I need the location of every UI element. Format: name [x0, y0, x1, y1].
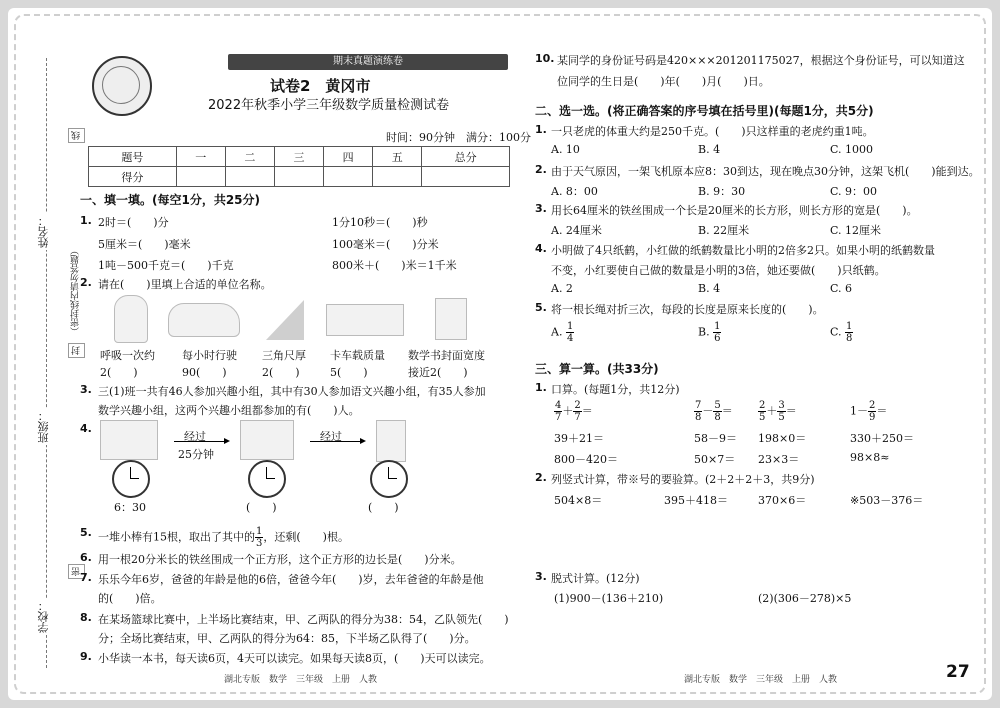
- fraction-expression: $\frac{2}{5}$ ＋ $\frac{3}{5}$ ＝: [759, 400, 797, 423]
- score-cell[interactable]: [324, 167, 373, 187]
- score-cell[interactable]: [225, 167, 274, 187]
- fraction-expression: $\frac{4}{7}$ ＋ $\frac{2}{7}$ ＝: [555, 400, 593, 423]
- clock-time: 6：30: [114, 501, 146, 514]
- calc-item: (2)(306－278)×5: [758, 592, 852, 605]
- q-number: 7.: [80, 571, 92, 584]
- question-text: 乐乐今年6岁，爸爸的年龄是他的6倍，爸爸今年( )岁，去年爸爸的年龄是他: [98, 573, 484, 586]
- question-text: 不变，小红要使自己做的数量是小明的3倍，她还要做( )只纸鹤。: [551, 264, 886, 277]
- calc-item: 50×7＝: [694, 453, 736, 466]
- footer-right: 湖北专版 数学 三年级 上册 人教: [684, 675, 838, 685]
- q-number: 1.: [80, 214, 92, 227]
- fraction-expression: $\frac{7}{8}$ － $\frac{5}{8}$ ＝: [695, 400, 733, 423]
- option[interactable]: B. 22厘米: [698, 224, 750, 237]
- table-row: [89, 147, 510, 167]
- score-cell[interactable]: [373, 167, 422, 187]
- question-text: 请在( )里填上合适的单位名称。: [98, 278, 272, 291]
- q-number: 5.: [535, 301, 547, 314]
- option[interactable]: C. 9：00: [830, 185, 878, 198]
- seal-mark: 封: [68, 343, 85, 358]
- question-text: 由于天气原因，一架飞机原本应8：30到达，现在晚点30分钟，这架飞机( )能到达。: [551, 165, 980, 178]
- table-cell: 题号: [89, 147, 177, 167]
- question-text: 脱式计算。(12分): [551, 572, 640, 585]
- option[interactable]: B. $\frac{1}{6}$: [698, 321, 721, 344]
- option[interactable]: C. 12厘米: [830, 224, 882, 237]
- table-cell: 一: [176, 147, 225, 167]
- calc-item: 23×3＝: [758, 453, 800, 466]
- boy-desk-image: [240, 420, 294, 460]
- table-cell: 三: [274, 147, 323, 167]
- calc-item: 98×8≈: [850, 451, 890, 464]
- section-3-title: 三、算一算。(共33分): [535, 362, 659, 376]
- calc-item: 330＋250＝: [850, 432, 914, 445]
- item-label: 数学书封面宽度: [408, 349, 485, 362]
- item-label: 卡车载质量: [330, 349, 385, 362]
- exam-title: 试卷2 黄冈市: [270, 77, 371, 95]
- item-blank: 接近2( ): [408, 366, 468, 379]
- q-number: 4.: [80, 422, 92, 435]
- option[interactable]: B. 9：30: [698, 185, 746, 198]
- name-label: 姓名：: [37, 215, 50, 248]
- car-image: [168, 303, 240, 337]
- question-text: 小华读一本书，每天读6页，4天可以读完。如果每天读8页，( )天可以读完。: [98, 652, 491, 665]
- clock-icon: [370, 460, 408, 498]
- calc-item: 198×0＝: [758, 432, 807, 445]
- clock-icon: [248, 460, 286, 498]
- q-number: 3.: [80, 383, 92, 396]
- class-label: 班级：: [37, 410, 50, 443]
- question-text: 800米＋( )米＝1千米: [332, 259, 457, 272]
- publisher-logo-icon: [92, 56, 152, 116]
- q-number: 2.: [535, 163, 547, 176]
- q-number: 3.: [535, 202, 547, 215]
- question-text: 100毫米＝( )分米: [332, 238, 439, 251]
- answer-blank[interactable]: ( ): [246, 501, 277, 514]
- table-cell: 总分: [422, 147, 510, 167]
- footer-left: 湖北专版 数学 三年级 上册 人教: [224, 675, 378, 685]
- calc-item: 395＋418＝: [664, 494, 728, 507]
- question-text: 1分10秒＝( )秒: [332, 216, 428, 229]
- q-number: 4.: [535, 242, 547, 255]
- arrow-icon: [310, 441, 364, 442]
- table-cell: 五: [373, 147, 422, 167]
- q-number: 9.: [80, 650, 92, 663]
- item-blank: 2( ): [262, 366, 300, 379]
- score-cell[interactable]: [274, 167, 323, 187]
- arrow-label: 经过: [184, 430, 206, 443]
- triangle-ruler-image: [266, 300, 304, 340]
- exam-sheet: [8, 8, 992, 700]
- banner: 期末真题演练卷: [228, 54, 508, 70]
- question-text: 1吨－500千克＝( )千克: [98, 259, 234, 272]
- page-number: 27: [946, 662, 970, 682]
- question-text: 5厘米＝( )毫米: [98, 238, 191, 251]
- q-number: 1.: [535, 381, 547, 394]
- question-text: 一堆小棒有15根，取出了其中的 $\frac{1}{3}$ ，还剩( )根。: [98, 526, 349, 549]
- calc-item: ※503－376＝: [850, 494, 924, 507]
- q-number: 3.: [535, 570, 547, 583]
- fraction: $\frac{1}{4}$: [566, 321, 574, 344]
- fraction: $\frac{1}{3}$: [256, 526, 263, 549]
- fraction: $\frac{1}{6}$: [714, 321, 721, 344]
- section-2-title: 二、选一选。(将正确答案的序号填在括号里)(每题1分，共5分): [535, 104, 874, 118]
- item-label: 呼吸一次约: [100, 349, 155, 362]
- option[interactable]: A. 8：00: [551, 185, 598, 198]
- item-blank: 5( ): [330, 366, 368, 379]
- q-number: 6.: [80, 551, 92, 564]
- question-text: 位同学的生日是( )年( )月( )日。: [557, 75, 770, 88]
- truck-image: [326, 304, 404, 336]
- question-text: 口算。(每题1分，共12分): [551, 383, 680, 396]
- boy-waking-image: [100, 420, 158, 460]
- score-cell[interactable]: [422, 167, 510, 187]
- score-cell[interactable]: [176, 167, 225, 187]
- question-text: 小明做了4只纸鹤，小红做的纸鹤数量比小明的2倍多2只。如果小明的纸鹤数量: [551, 244, 935, 257]
- table-cell: 四: [324, 147, 373, 167]
- question-text: 数学兴趣小组，这两个兴趣小组都参加的有( )人。: [98, 404, 360, 417]
- q-number: 10.: [535, 52, 555, 65]
- calc-item: 504×8＝: [554, 494, 603, 507]
- q-number: 2.: [80, 276, 92, 289]
- question-text: 一只老虎的体重大约是250千克。( )只这样重的老虎约重1吨。: [551, 125, 874, 138]
- question-text: 某同学的身份证号码是420×××201201175027，根据这个身份证号，可以知道这: [557, 54, 965, 67]
- question-text: 2时＝( )分: [98, 216, 169, 229]
- question-text: 的( )倍。: [98, 592, 162, 605]
- binding-line: [46, 58, 47, 668]
- option[interactable]: C. 1000: [830, 143, 874, 156]
- arrow-label: 经过: [320, 430, 342, 443]
- item-label: 三角尺厚: [262, 349, 306, 362]
- fraction: $\frac{1}{8}$: [846, 321, 853, 344]
- option[interactable]: A. 10: [551, 143, 580, 156]
- boy-walking-image: [376, 420, 406, 462]
- q-number: 8.: [80, 611, 92, 624]
- seal-notice: （密封线内请勿答题）: [68, 244, 83, 338]
- option[interactable]: C. 6: [830, 282, 853, 295]
- arrow-label: 25分钟: [178, 448, 214, 461]
- option[interactable]: B. 4: [698, 282, 721, 295]
- answer-blank[interactable]: ( ): [368, 501, 399, 514]
- exam-subtitle: 2022年秋季小学三年级数学质量检测试卷: [208, 98, 450, 113]
- seal-mark-2: 密: [68, 564, 85, 579]
- table-cell: 得分: [89, 167, 177, 187]
- question-text: 分；全场比赛结束，甲、乙两队的得分为64：85，下半场乙队得了( )分。: [98, 632, 476, 645]
- calc-item: (1)900－(136＋210): [554, 592, 664, 605]
- calc-item: 39＋21＝: [554, 432, 604, 445]
- section-1-title: 一、填一填。(每空1分，共25分): [80, 193, 261, 207]
- clock-icon: [112, 460, 150, 498]
- option[interactable]: C. $\frac{1}{8}$: [830, 321, 853, 344]
- item-label: 每小时行驶: [182, 349, 237, 362]
- line-mark: 线: [68, 128, 85, 143]
- arrow-icon: [174, 441, 228, 442]
- calc-item: 800－420＝: [554, 453, 618, 466]
- table-row: [89, 167, 510, 187]
- item-blank: 2( ): [100, 366, 138, 379]
- question-text: 用一根20分米长的铁丝围成一个正方形，这个正方形的边长是( )分米。: [98, 553, 462, 566]
- time-score: 时间：90分钟 满分：100分: [386, 131, 531, 144]
- table-cell: 二: [225, 147, 274, 167]
- question-text: 用长64厘米的铁丝围成一个长是20厘米的长方形，则长方形的宽是( )。: [551, 204, 918, 217]
- option[interactable]: A. 2: [551, 282, 573, 295]
- question-text: 三(1)班一共有46人参加兴趣小组，其中有30人参加语文兴趣小组，有35人参加: [98, 385, 486, 398]
- question-text: 将一根长绳对折三次，每段的长度是原来长度的( )。: [551, 303, 824, 316]
- q-number: 2.: [535, 471, 547, 484]
- calc-item: 370×6＝: [758, 494, 807, 507]
- option[interactable]: A. 24厘米: [551, 224, 602, 237]
- girl-breathing-image: [114, 295, 148, 343]
- fraction-expression: 1－ $\frac{2}{9}$ ＝: [850, 400, 888, 423]
- option[interactable]: B. 4: [698, 143, 721, 156]
- option[interactable]: A. $\frac{1}{4}$: [551, 321, 574, 344]
- calc-item: 58－9＝: [694, 432, 737, 445]
- question-text: 在某场篮球比赛中，上半场比赛结束，甲、乙两队的得分为38：54，乙队领先( ): [98, 613, 509, 626]
- score-table: [88, 146, 510, 187]
- math-book-image: [435, 298, 467, 340]
- q-number: 5.: [80, 526, 92, 539]
- q-number: 1.: [535, 123, 547, 136]
- item-blank: 90( ): [182, 366, 227, 379]
- question-text: 列竖式计算，带※号的要验算。(2＋2＋2＋3，共9分): [551, 473, 815, 486]
- school-label: 学校：: [37, 600, 50, 633]
